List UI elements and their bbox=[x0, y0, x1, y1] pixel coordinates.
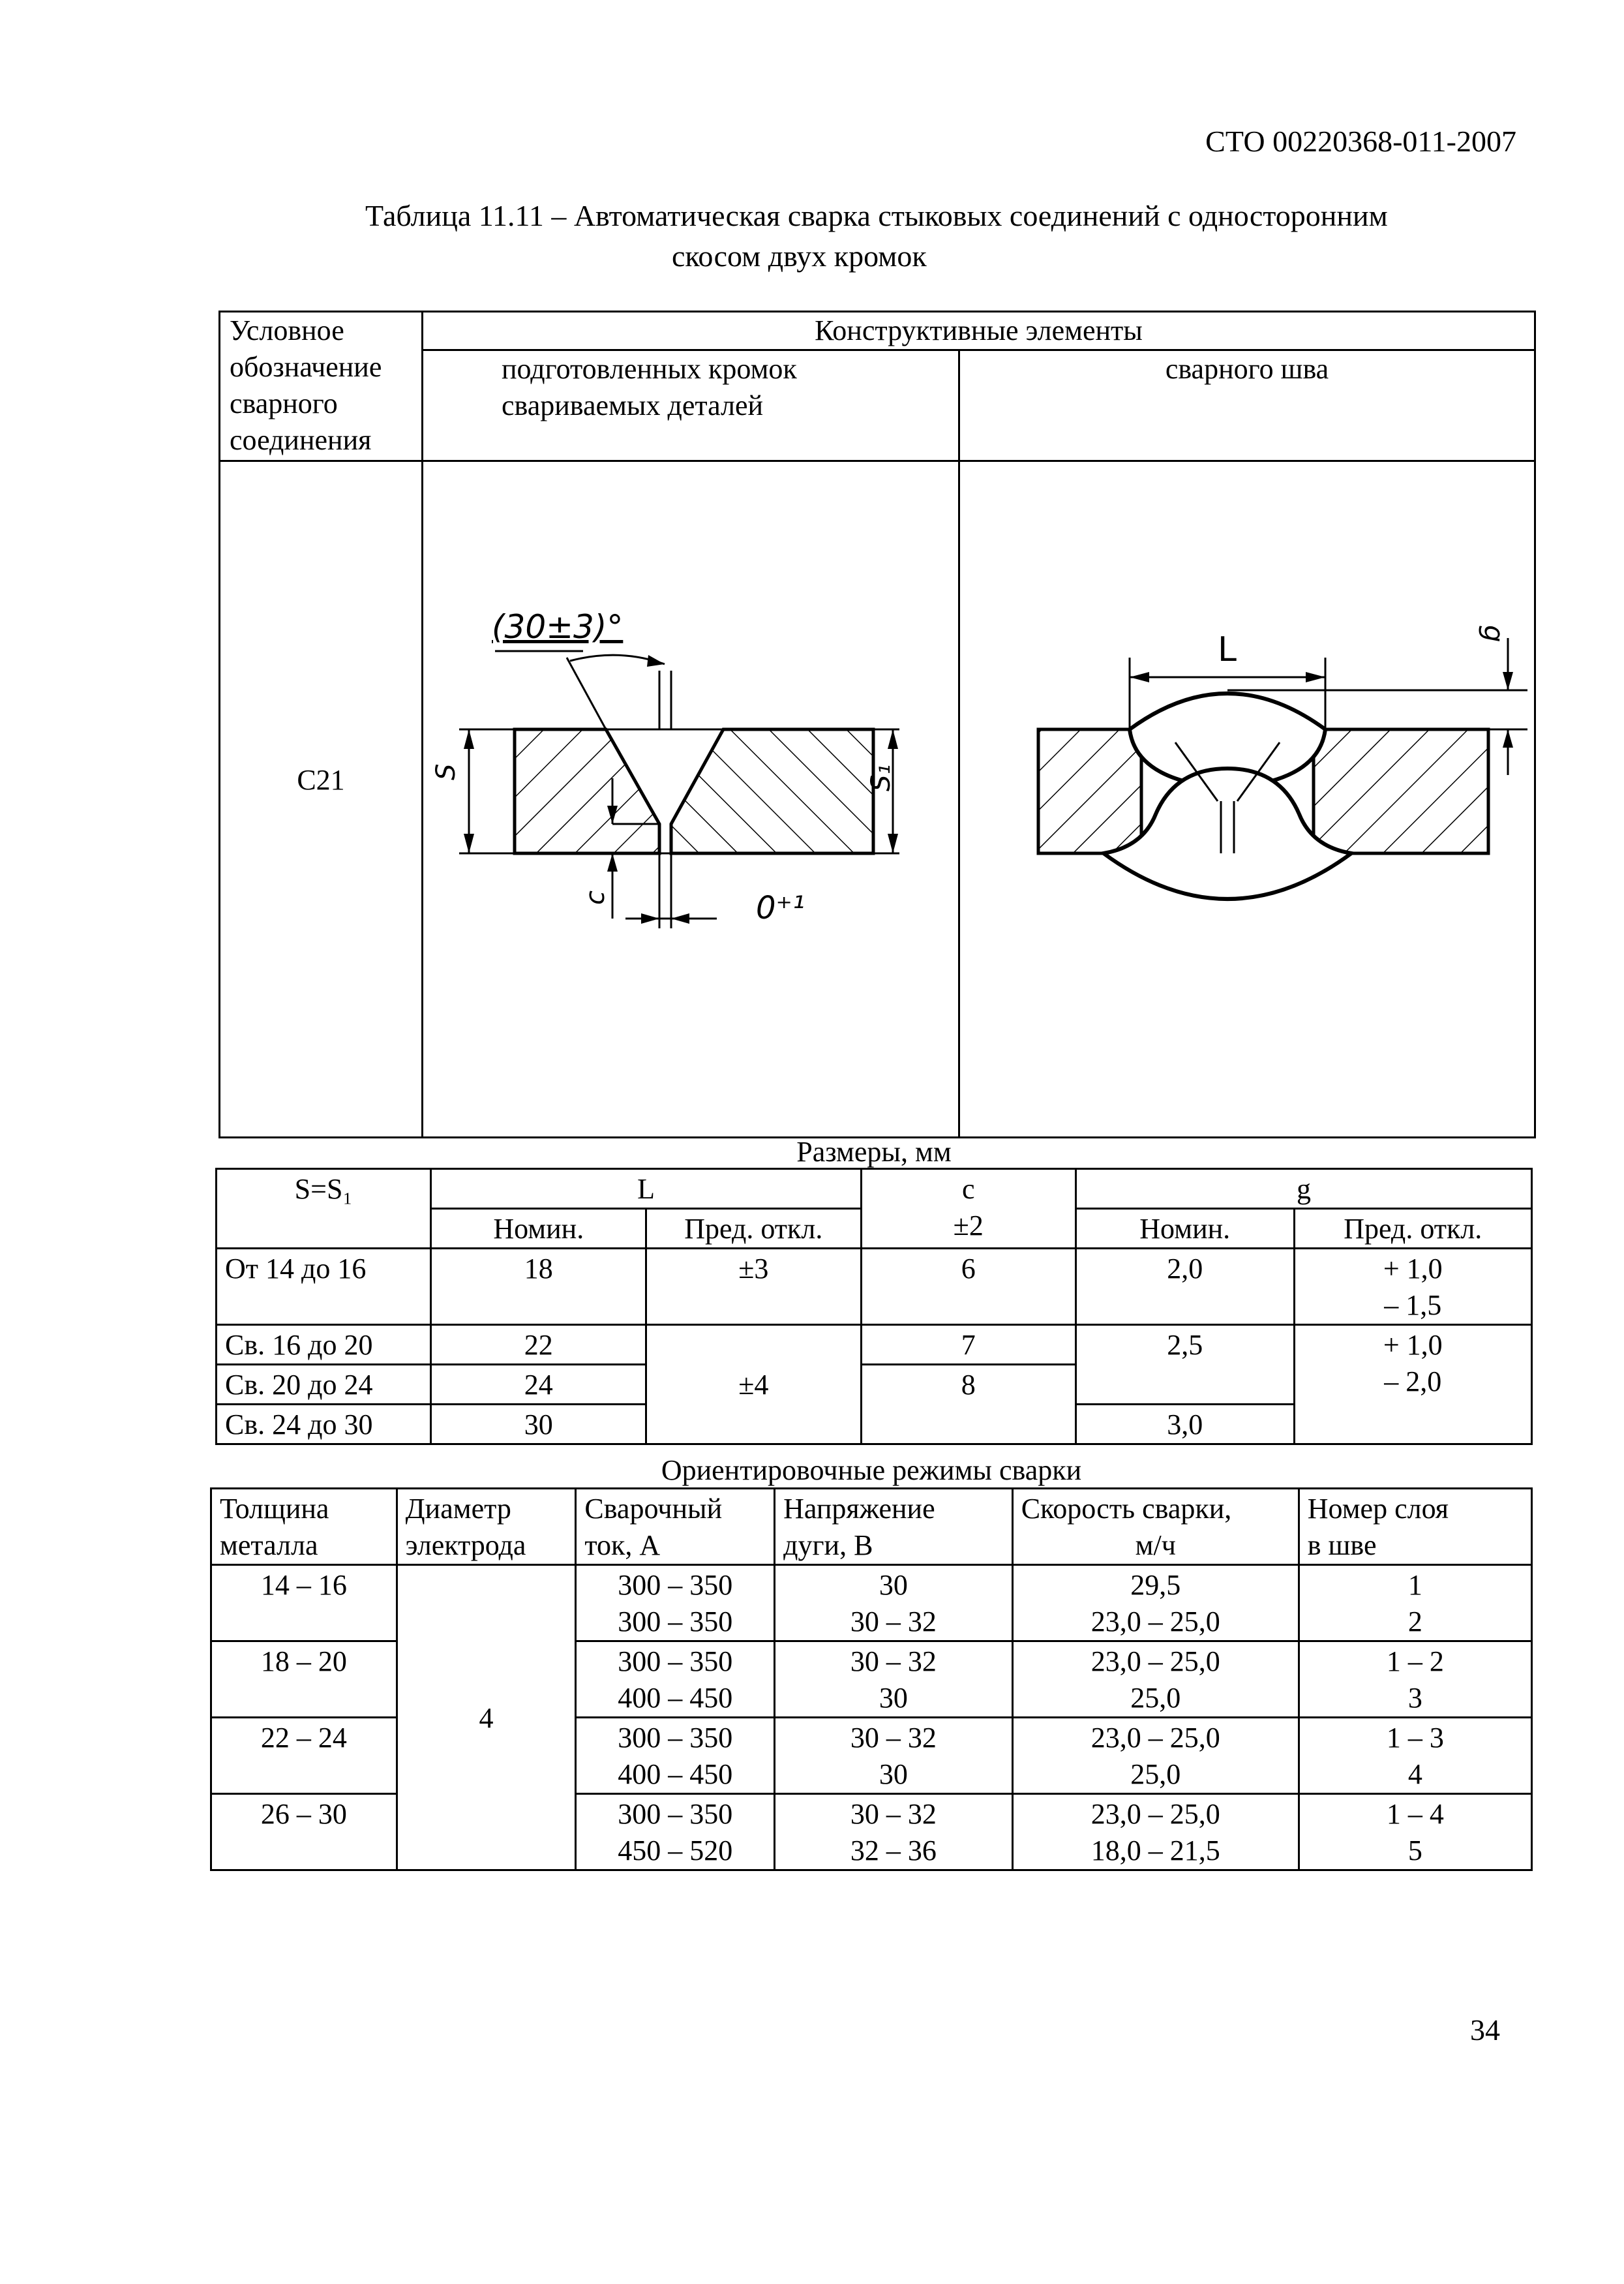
root-face-label: c bbox=[580, 891, 610, 905]
weld-reinforcement-label: g bbox=[1478, 625, 1510, 643]
prepared-edges-drawing bbox=[423, 462, 958, 1127]
sizes-l-nominal-header: Номин. bbox=[431, 1209, 646, 1249]
sizes-l-nom-cell: 24 bbox=[431, 1365, 646, 1405]
voltage-value: 30 – 32 bbox=[850, 1645, 937, 1677]
voltage-cell bbox=[775, 1718, 1013, 1794]
sizes-c-header bbox=[861, 1169, 1075, 1249]
voltage-value: 30 – 32 bbox=[850, 1722, 937, 1754]
sizes-l-nom-cell: 18 bbox=[431, 1249, 646, 1325]
current-value: 300 – 350 bbox=[618, 1722, 733, 1754]
voltage-value: 30 bbox=[879, 1569, 908, 1601]
sizes-l-header: L bbox=[431, 1169, 861, 1209]
structural-elements-table bbox=[218, 311, 1536, 1138]
header-line: Толщина bbox=[220, 1493, 329, 1525]
current-value: 400 – 450 bbox=[618, 1682, 733, 1714]
sizes-s-header: S=S₁ bbox=[217, 1169, 431, 1249]
layer-cell bbox=[1299, 1794, 1531, 1870]
layer-value: 5 bbox=[1407, 1835, 1422, 1866]
current-cell bbox=[576, 1641, 775, 1718]
designation-header-line: Условное bbox=[230, 314, 344, 346]
header-line: м/ч bbox=[1135, 1529, 1176, 1561]
structural-elements-header: Конструктивные элементы bbox=[423, 312, 1535, 350]
thickness-cell bbox=[211, 1641, 397, 1718]
caption-line-2: скосом двух кромок bbox=[672, 239, 927, 273]
designation-header-line: обозначение bbox=[230, 351, 382, 383]
voltage-cell bbox=[775, 1794, 1013, 1870]
voltage-cell bbox=[775, 1641, 1013, 1718]
layer-value: 3 bbox=[1407, 1682, 1422, 1714]
header-line: Напряжение bbox=[783, 1493, 935, 1525]
voltage-value: 30 – 32 bbox=[850, 1798, 937, 1830]
sizes-g-header: g bbox=[1075, 1169, 1531, 1209]
designation-header-line: сварного bbox=[230, 388, 338, 419]
sizes-s-cell: Св. 16 до 20 bbox=[217, 1325, 431, 1365]
diameter-header bbox=[397, 1489, 576, 1565]
current-value: 300 – 350 bbox=[618, 1645, 733, 1677]
speed-cell bbox=[1012, 1718, 1299, 1794]
speed-value: 23,0 – 25,0 bbox=[1090, 1606, 1220, 1637]
sizes-s-cell: Св. 24 до 30 bbox=[217, 1405, 431, 1444]
layer-value: 1 – 2 bbox=[1386, 1645, 1444, 1677]
current-value: 300 – 350 bbox=[618, 1798, 733, 1830]
speed-value: 29,5 bbox=[1130, 1569, 1181, 1601]
gap-label: 0⁺¹ bbox=[756, 890, 805, 926]
sizes-table bbox=[215, 1168, 1533, 1445]
speed-value: 25,0 bbox=[1130, 1682, 1181, 1714]
sizes-title: Размеры, мм bbox=[796, 1136, 952, 1168]
speed-value: 23,0 – 25,0 bbox=[1090, 1798, 1220, 1830]
bevel-angle-label: (30±3)° bbox=[492, 608, 624, 646]
document-code: СТО 00220368-011-2007 bbox=[1205, 125, 1516, 158]
header-line: металла bbox=[220, 1529, 318, 1561]
current-cell bbox=[576, 1718, 775, 1794]
layer-value: 4 bbox=[1407, 1758, 1422, 1790]
sizes-c-cell: 6 bbox=[861, 1249, 1075, 1325]
welding-modes-table bbox=[210, 1487, 1533, 1871]
thickness-right-label: S₁ bbox=[866, 764, 896, 791]
sizes-s-cell: Св. 20 до 24 bbox=[217, 1365, 431, 1405]
sizes-g-nom-cell: 3,0 bbox=[1075, 1405, 1294, 1444]
caption-line-1: Таблица 11.11 – Автоматическая сварка стыковых соединений с односторонним bbox=[365, 199, 1388, 232]
header-line: Номер слоя bbox=[1307, 1493, 1449, 1525]
header-line: в шве bbox=[1307, 1529, 1377, 1561]
current-value: 300 – 350 bbox=[618, 1606, 733, 1637]
header-line: дуги, В bbox=[783, 1529, 873, 1561]
sizes-g-nom-cell: 2,0 bbox=[1075, 1249, 1294, 1325]
speed-value: 25,0 bbox=[1130, 1758, 1181, 1790]
sizes-g-dev-lower: – 1,5 bbox=[1384, 1289, 1442, 1321]
thickness-left-label: S bbox=[431, 763, 461, 780]
current-value: 450 – 520 bbox=[618, 1835, 733, 1866]
layer-value: 1 – 4 bbox=[1386, 1798, 1444, 1830]
speed-value: 18,0 – 21,5 bbox=[1090, 1835, 1220, 1866]
prepared-edges-line: свариваемых деталей bbox=[502, 389, 764, 421]
header-line: Сварочный bbox=[584, 1493, 723, 1525]
weld-header: сварного шва bbox=[959, 350, 1535, 461]
layer-cell bbox=[1299, 1641, 1531, 1718]
header-line: Скорость сварки, bbox=[1021, 1493, 1232, 1525]
prepared-edges-drawing-cell bbox=[423, 461, 959, 1138]
speed-cell bbox=[1012, 1641, 1299, 1718]
thickness-value: 18 – 20 bbox=[260, 1645, 347, 1677]
table-row bbox=[217, 1325, 1532, 1365]
joint-designation: С21 bbox=[220, 461, 423, 1138]
sizes-c-cell: 8 bbox=[861, 1365, 1075, 1444]
page-number: 34 bbox=[1470, 2013, 1500, 2047]
layer-cell bbox=[1299, 1565, 1531, 1641]
voltage-value: 32 – 36 bbox=[850, 1835, 937, 1866]
voltage-value: 30 bbox=[879, 1682, 908, 1714]
sizes-c-label: c bbox=[961, 1173, 975, 1205]
modes-title: Ориентировочные режимы сварки bbox=[661, 1454, 1082, 1486]
speed-value: 23,0 – 25,0 bbox=[1090, 1645, 1220, 1677]
left-plate bbox=[515, 729, 659, 853]
speed-cell bbox=[1012, 1794, 1299, 1870]
thickness-cell bbox=[211, 1718, 397, 1794]
designation-header bbox=[220, 312, 423, 461]
sizes-l-dev-cell: ±4 bbox=[646, 1325, 862, 1444]
thickness-value: 14 – 16 bbox=[260, 1569, 347, 1601]
prepared-edges-line: подготовленных кромок bbox=[502, 353, 797, 385]
thickness-header bbox=[211, 1489, 397, 1565]
current-value: 300 – 350 bbox=[618, 1569, 733, 1601]
sizes-l-deviation-header: Пред. откл. bbox=[646, 1209, 862, 1249]
layer-value: 1 bbox=[1407, 1569, 1422, 1601]
sizes-l-dev-cell: ±3 bbox=[646, 1249, 862, 1325]
prepared-edges-header bbox=[423, 350, 959, 461]
voltage-header bbox=[775, 1489, 1013, 1565]
sizes-g-nom-cell: 2,5 bbox=[1075, 1325, 1294, 1405]
thickness-cell bbox=[211, 1565, 397, 1641]
table-row bbox=[217, 1249, 1532, 1325]
voltage-cell bbox=[775, 1565, 1013, 1641]
sizes-g-dev-upper: + 1,0 bbox=[1383, 1329, 1443, 1361]
weld-drawing-cell bbox=[959, 461, 1535, 1138]
layer-value: 1 – 3 bbox=[1386, 1722, 1444, 1754]
layer-value: 2 bbox=[1407, 1606, 1422, 1637]
table-caption bbox=[274, 196, 1526, 277]
sizes-c-cell: 7 bbox=[861, 1325, 1075, 1365]
current-cell bbox=[576, 1565, 775, 1641]
right-plate bbox=[671, 729, 873, 853]
sizes-g-dev-lower: – 2,0 bbox=[1384, 1365, 1442, 1397]
sizes-g-dev-upper: + 1,0 bbox=[1383, 1253, 1443, 1285]
table-row bbox=[211, 1565, 1532, 1641]
sizes-g-deviation-header: Пред. откл. bbox=[1294, 1209, 1531, 1249]
thickness-value: 22 – 24 bbox=[260, 1722, 347, 1754]
current-value: 400 – 450 bbox=[618, 1758, 733, 1790]
header-line: Диаметр bbox=[405, 1493, 511, 1525]
sizes-g-nominal-header: Номин. bbox=[1075, 1209, 1294, 1249]
sizes-c-tolerance: ±2 bbox=[953, 1210, 984, 1241]
header-line: электрода bbox=[405, 1529, 526, 1561]
speed-header bbox=[1012, 1489, 1299, 1565]
layer-cell bbox=[1299, 1718, 1531, 1794]
sizes-l-nom-cell: 30 bbox=[431, 1405, 646, 1444]
speed-cell bbox=[1012, 1565, 1299, 1641]
current-header bbox=[576, 1489, 775, 1565]
weld-drawing bbox=[960, 462, 1534, 1127]
sizes-g-dev-cell bbox=[1294, 1325, 1531, 1444]
voltage-value: 30 bbox=[879, 1758, 908, 1790]
current-cell bbox=[576, 1794, 775, 1870]
speed-value: 23,0 – 25,0 bbox=[1090, 1722, 1220, 1754]
sizes-l-nom-cell: 22 bbox=[431, 1325, 646, 1365]
sizes-g-dev-cell bbox=[1294, 1249, 1531, 1325]
header-line: ток, А bbox=[584, 1529, 661, 1561]
electrode-cell: 4 bbox=[397, 1565, 576, 1870]
sizes-s-cell: От 14 до 16 bbox=[217, 1249, 431, 1325]
voltage-value: 30 – 32 bbox=[850, 1606, 937, 1637]
thickness-cell bbox=[211, 1794, 397, 1870]
designation-header-line: соединения bbox=[230, 424, 372, 456]
weld-width-label: L bbox=[1218, 630, 1237, 669]
weld-right-plate bbox=[1314, 729, 1488, 853]
thickness-value: 26 – 30 bbox=[260, 1798, 347, 1830]
layer-header bbox=[1299, 1489, 1531, 1565]
weld-left-plate bbox=[1038, 729, 1141, 853]
